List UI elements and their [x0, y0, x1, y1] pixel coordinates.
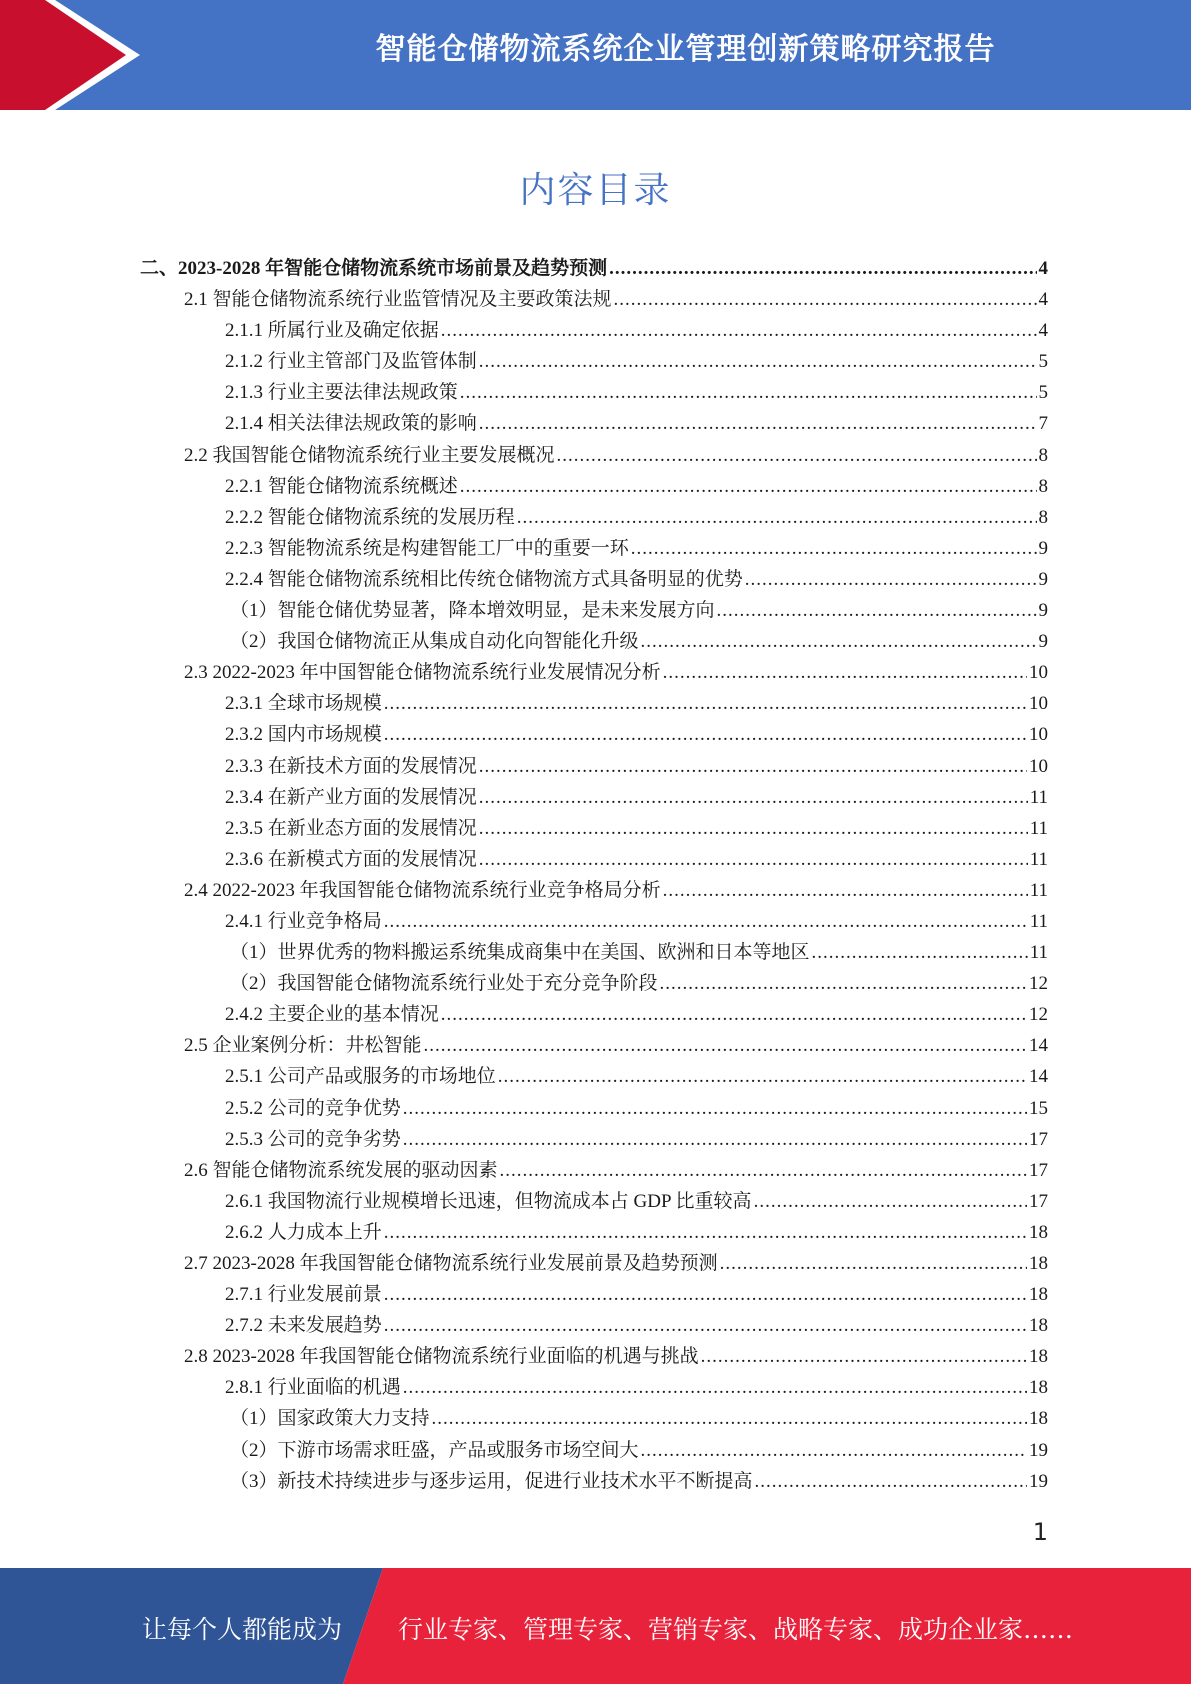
- toc-leader-dots: [384, 906, 1028, 937]
- toc-entry[interactable]: [0, 408, 1191, 439]
- toc-heading: 内容目录: [0, 162, 1191, 213]
- toc-entry-page: 8: [1039, 440, 1191, 471]
- toc-entry[interactable]: [0, 440, 1191, 471]
- toc-entry-page: 5: [1039, 346, 1191, 377]
- toc-entry-title: 2.4.2 主要企业的基本情况: [225, 999, 439, 1030]
- toc-entry-page: 8: [1039, 502, 1191, 533]
- toc-leader-dots: [754, 1186, 1027, 1217]
- toc-entry-page: 9: [1039, 626, 1191, 657]
- toc-entry-page: 11: [1030, 937, 1191, 968]
- report-title: 智能仓储物流系统企业管理创新策略研究报告: [180, 0, 1191, 100]
- toc-leader-dots: [663, 657, 1027, 688]
- toc-entry[interactable]: [0, 875, 1191, 906]
- toc-entry[interactable]: [0, 1310, 1191, 1341]
- toc-leader-dots: [663, 875, 1028, 906]
- toc-entry-title: 二、2023-2028 年智能仓储物流系统市场前景及趋势预测: [140, 253, 607, 284]
- toc-entry-page: 18: [1029, 1372, 1191, 1403]
- toc-entry[interactable]: [0, 1217, 1191, 1248]
- toc-leader-dots: [517, 502, 1037, 533]
- toc-leader-dots: [479, 782, 1028, 813]
- toc-leader-dots: [479, 813, 1028, 844]
- toc-entry-title: 2.7.2 未来发展趋势: [225, 1310, 382, 1341]
- toc-entry-title: 2.2.1 智能仓储物流系统概述: [225, 471, 458, 502]
- toc-entry-page: 4: [1039, 253, 1191, 284]
- toc-entry-title: （1）世界优秀的物料搬运系统集成商集中在美国、欧洲和日本等地区: [230, 937, 810, 968]
- toc-entry-title: 2.1.3 行业主要法律法规政策: [225, 377, 458, 408]
- toc-entry[interactable]: [0, 1124, 1191, 1155]
- toc-entry[interactable]: [0, 595, 1191, 626]
- toc-leader-dots: [441, 315, 1037, 346]
- toc-entry[interactable]: [0, 999, 1191, 1030]
- toc-entry-title: 2.3.6 在新模式方面的发展情况: [225, 844, 477, 875]
- page-header: [0, 0, 1191, 110]
- toc-leader-dots: [500, 1155, 1027, 1186]
- toc-entry[interactable]: [0, 533, 1191, 564]
- toc-leader-dots: [384, 1279, 1027, 1310]
- toc-entry-page: 9: [1039, 564, 1191, 595]
- toc-leader-dots: [441, 999, 1027, 1030]
- toc-entry-title: 2.5 企业案例分析：井松智能: [184, 1030, 422, 1061]
- toc-entry-page: 9: [1039, 533, 1191, 564]
- toc-entry-title: 2.1.2 行业主管部门及监管体制: [225, 346, 477, 377]
- toc-entry[interactable]: [0, 1466, 1191, 1497]
- toc-entry-title: 2.7.1 行业发展前景: [225, 1279, 382, 1310]
- toc-entry-page: 18: [1029, 1403, 1191, 1434]
- toc-leader-dots: [631, 533, 1037, 564]
- toc-entry[interactable]: [0, 253, 1191, 284]
- toc-entry-page: 9: [1039, 595, 1191, 626]
- table-of-contents: [0, 253, 1191, 1497]
- toc-entry-title: 2.6.1 我国物流行业规模增长迅速，但物流成本占 GDP 比重较高: [225, 1186, 752, 1217]
- toc-entry[interactable]: [0, 906, 1191, 937]
- toc-entry-title: （2）我国仓储物流正从集成自动化向智能化升级: [230, 626, 639, 657]
- toc-leader-dots: [614, 284, 1037, 315]
- toc-entry-title: 2.2.2 智能仓储物流系统的发展历程: [225, 502, 515, 533]
- toc-entry-page: 14: [1029, 1030, 1191, 1061]
- toc-entry[interactable]: [0, 284, 1191, 315]
- toc-entry-page: 11: [1030, 813, 1191, 844]
- toc-entry-title: 2.3.5 在新业态方面的发展情况: [225, 813, 477, 844]
- toc-leader-dots: [432, 1403, 1027, 1434]
- toc-leader-dots: [403, 1124, 1027, 1155]
- toc-leader-dots: [717, 595, 1037, 626]
- toc-entry-title: 2.6.2 人力成本上升: [225, 1217, 382, 1248]
- toc-entry[interactable]: [0, 1403, 1191, 1434]
- toc-entry-title: 2.2 我国智能仓储物流系统行业主要发展概况: [184, 440, 555, 471]
- toc-entry-page: 12: [1029, 968, 1191, 999]
- toc-entry[interactable]: [0, 968, 1191, 999]
- page-footer: [0, 1568, 1191, 1684]
- toc-leader-dots: [384, 719, 1027, 750]
- toc-leader-dots: [479, 844, 1028, 875]
- toc-entry-title: （3）新技术持续进步与逐步运用，促进行业技术水平不断提高: [230, 1466, 753, 1497]
- toc-leader-dots: [403, 1372, 1027, 1403]
- toc-entry-title: （2）我国智能仓储物流系统行业处于充分竞争阶段: [230, 968, 658, 999]
- toc-entry-page: 19: [1029, 1435, 1191, 1466]
- toc-leader-dots: [557, 440, 1037, 471]
- toc-entry-page: 18: [1029, 1279, 1191, 1310]
- toc-entry-page: 4: [1039, 315, 1191, 346]
- toc-entry[interactable]: [0, 564, 1191, 595]
- toc-entry-title: （2）下游市场需求旺盛，产品或服务市场空间大: [230, 1435, 639, 1466]
- toc-entry-title: 2.5.2 公司的竞争优势: [225, 1093, 401, 1124]
- toc-leader-dots: [641, 1435, 1027, 1466]
- toc-entry-title: （1）国家政策大力支持: [230, 1403, 430, 1434]
- toc-entry[interactable]: [0, 1341, 1191, 1372]
- toc-entry-title: 2.7 2023-2028 年我国智能仓储物流系统行业发展前景及趋势预测: [184, 1248, 718, 1279]
- toc-entry[interactable]: [0, 1061, 1191, 1092]
- toc-entry-page: 8: [1039, 471, 1191, 502]
- toc-entry-page: 10: [1029, 751, 1191, 782]
- toc-leader-dots: [609, 253, 1036, 284]
- toc-entry[interactable]: [0, 377, 1191, 408]
- toc-entry-page: 17: [1029, 1155, 1191, 1186]
- toc-entry-title: 2.1.4 相关法律法规政策的影响: [225, 408, 477, 439]
- toc-entry-title: 2.4.1 行业竞争格局: [225, 906, 382, 937]
- toc-entry-page: 11: [1030, 782, 1191, 813]
- toc-leader-dots: [403, 1093, 1027, 1124]
- toc-entry-title: 2.8.1 行业面临的机遇: [225, 1372, 401, 1403]
- toc-entry-page: 18: [1029, 1248, 1191, 1279]
- toc-leader-dots: [460, 471, 1037, 502]
- toc-entry-title: 2.6 智能仓储物流系统发展的驱动因素: [184, 1155, 498, 1186]
- toc-entry[interactable]: [0, 937, 1191, 968]
- toc-leader-dots: [479, 408, 1037, 439]
- toc-leader-dots: [384, 1310, 1027, 1341]
- toc-entry-page: 4: [1039, 284, 1191, 315]
- toc-entry-title: 2.1 智能仓储物流系统行业监管情况及主要政策法规: [184, 284, 612, 315]
- toc-entry[interactable]: [0, 782, 1191, 813]
- toc-entry[interactable]: [0, 1093, 1191, 1124]
- toc-entry[interactable]: [0, 751, 1191, 782]
- toc-entry-title: 2.3.2 国内市场规模: [225, 719, 382, 750]
- toc-leader-dots: [641, 626, 1037, 657]
- toc-entry-page: 10: [1029, 719, 1191, 750]
- toc-entry[interactable]: [0, 844, 1191, 875]
- toc-entry[interactable]: [0, 1435, 1191, 1466]
- toc-entry[interactable]: [0, 626, 1191, 657]
- toc-leader-dots: [701, 1341, 1027, 1372]
- toc-entry-page: 17: [1029, 1124, 1191, 1155]
- toc-entry[interactable]: [0, 315, 1191, 346]
- toc-entry-page: 18: [1029, 1341, 1191, 1372]
- toc-leader-dots: [812, 937, 1028, 968]
- toc-entry-page: 11: [1030, 844, 1191, 875]
- toc-leader-dots: [745, 564, 1037, 595]
- toc-leader-dots: [660, 968, 1027, 999]
- toc-entry[interactable]: [0, 1155, 1191, 1186]
- toc-entry-title: 2.2.4 智能仓储物流系统相比传统仓储物流方式具备明显的优势: [225, 564, 743, 595]
- toc-leader-dots: [720, 1248, 1027, 1279]
- footer-slogan-right: 行业专家、管理专家、营销专家、战略专家、成功企业家……: [398, 1568, 1073, 1684]
- page-number: 1: [1033, 1518, 1048, 1546]
- toc-entry-page: 7: [1039, 408, 1191, 439]
- toc-entry-page: 10: [1029, 657, 1191, 688]
- toc-leader-dots: [498, 1061, 1027, 1092]
- toc-leader-dots: [384, 688, 1027, 719]
- toc-entry[interactable]: [0, 813, 1191, 844]
- toc-entry[interactable]: [0, 1279, 1191, 1310]
- toc-entry-page: 14: [1029, 1061, 1191, 1092]
- toc-entry-title: 2.3.1 全球市场规模: [225, 688, 382, 719]
- toc-entry-title: 2.4 2022-2023 年我国智能仓储物流系统行业竞争格局分析: [184, 875, 661, 906]
- toc-entry-page: 18: [1029, 1217, 1191, 1248]
- toc-entry-page: 5: [1039, 377, 1191, 408]
- toc-entry-page: 11: [1030, 875, 1191, 906]
- toc-entry[interactable]: [0, 688, 1191, 719]
- toc-entry-title: 2.8 2023-2028 年我国智能仓储物流系统行业面临的机遇与挑战: [184, 1341, 699, 1372]
- toc-entry[interactable]: [0, 1248, 1191, 1279]
- toc-entry[interactable]: [0, 1372, 1191, 1403]
- toc-entry[interactable]: [0, 719, 1191, 750]
- toc-entry[interactable]: [0, 657, 1191, 688]
- toc-entry-title: 2.2.3 智能物流系统是构建智能工厂中的重要一环: [225, 533, 629, 564]
- toc-entry-page: 12: [1029, 999, 1191, 1030]
- toc-entry-page: 15: [1029, 1093, 1191, 1124]
- toc-leader-dots: [755, 1466, 1027, 1497]
- toc-entry-title: 2.3.3 在新技术方面的发展情况: [225, 751, 477, 782]
- toc-entry[interactable]: [0, 346, 1191, 377]
- toc-entry-title: 2.1.1 所属行业及确定依据: [225, 315, 439, 346]
- toc-entry-title: 2.3 2022-2023 年中国智能仓储物流系统行业发展情况分析: [184, 657, 661, 688]
- toc-entry-page: 17: [1029, 1186, 1191, 1217]
- toc-entry-title: 2.5.1 公司产品或服务的市场地位: [225, 1061, 496, 1092]
- toc-entry[interactable]: [0, 1030, 1191, 1061]
- toc-entry[interactable]: [0, 471, 1191, 502]
- toc-leader-dots: [424, 1030, 1027, 1061]
- toc-entry-title: （1）智能仓储优势显著，降本增效明显，是未来发展方向: [230, 595, 715, 626]
- footer-slogan-left: 让每个人都能成为: [142, 1568, 342, 1684]
- toc-entry[interactable]: [0, 502, 1191, 533]
- toc-entry-page: 19: [1029, 1466, 1191, 1497]
- toc-entry[interactable]: [0, 1186, 1191, 1217]
- toc-entry-title: 2.3.4 在新产业方面的发展情况: [225, 782, 477, 813]
- toc-leader-dots: [479, 346, 1037, 377]
- toc-entry-title: 2.5.3 公司的竞争劣势: [225, 1124, 401, 1155]
- toc-leader-dots: [479, 751, 1027, 782]
- toc-leader-dots: [384, 1217, 1027, 1248]
- toc-leader-dots: [460, 377, 1037, 408]
- toc-entry-page: 18: [1029, 1310, 1191, 1341]
- toc-entry-page: 11: [1030, 906, 1191, 937]
- toc-entry-page: 10: [1029, 688, 1191, 719]
